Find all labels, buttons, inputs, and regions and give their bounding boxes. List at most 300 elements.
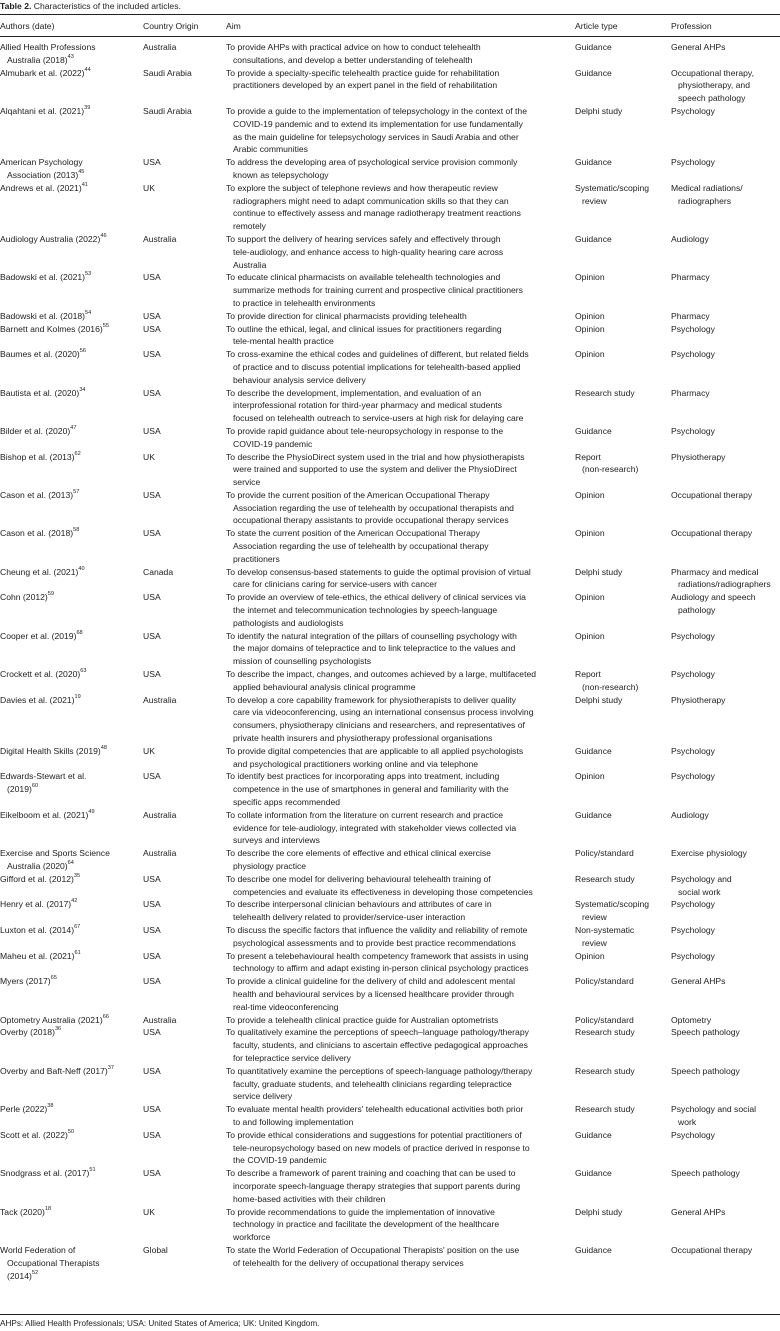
reference-number: 57 [73,488,80,495]
cell-text: radiations/radiographers [678,579,771,590]
cell-text: To describe the development, implementation, and evaluation of an [226,387,482,398]
cell-text: Systematic/scoping [575,899,650,910]
authors-cell-line [0,898,140,911]
cell-text: social work [678,886,721,897]
authors-cell [0,451,140,464]
cell-text: the internet and telecommunication technologies by speech-language [233,605,498,616]
cell-text: service [233,477,261,488]
cell-text: Australia [143,233,177,244]
cell-text: Occupational therapy [671,489,753,500]
cell-text: USA [143,489,161,500]
profession-cell [671,950,780,963]
cell-text: of telehealth for the delivery of occupational therapy services [233,1257,464,1268]
table-row [0,105,780,156]
cell-text: To provide a telehealth clinical practice guide for Australian optometrists [226,1014,499,1025]
cell-text: To provide an overview of tele-ethics, the ethical delivery of clinical services via [226,592,526,603]
article-type-cell [575,1014,669,1027]
country-cell [143,271,223,284]
profession-cell [671,182,780,208]
aim-cell-line [226,719,572,732]
country-cell-line [143,105,223,118]
table-row [0,950,780,976]
profession-cell-line [671,1206,780,1219]
aim-cell-line [226,412,572,425]
authors-cell-line [0,630,140,643]
country-cell [143,41,223,54]
bottom-rule [0,1314,780,1315]
aim-cell-line [226,540,572,553]
article-type-cell [575,1103,669,1116]
aim-cell [226,323,572,349]
authors-cell [0,1129,140,1142]
cell-text: To describe one model for delivering behavioural telehealth training of [226,873,491,884]
reference-number: 40 [78,565,85,572]
cell-text: Systematic/scoping [575,182,650,193]
cell-text: To provide the current position of the American Occupational Therapy [226,489,490,500]
cell-text: Report [575,669,601,680]
article-type-cell [575,898,669,924]
cell-text: To describe the impact, changes, and outcomes achieved by a large, multifaceted [226,669,537,680]
article-type-cell-line [575,387,669,400]
cell-text: remotely [233,221,266,232]
authors-cell-line [0,924,140,937]
aim-cell-line [226,668,572,681]
aim-cell-line [226,1116,572,1129]
country-cell [143,527,223,540]
cell-text: Arabic communities [233,144,308,155]
country-cell [143,1206,223,1219]
reference-number: 46 [100,232,107,239]
cell-text: evidence for tele-audiology, integrated with stakeholder views collected via [233,822,517,833]
cell-text: review [582,195,607,206]
reference-number: 60 [31,783,39,790]
cell-text: health and behavioural services by a licensed healthcare provider through [233,988,514,999]
aim-cell-line [226,642,572,655]
cell-text: USA [143,425,161,436]
cell-text: USA [143,349,161,360]
cell-text: home-based activities with their children [233,1193,386,1204]
aim-cell-line [226,310,572,323]
aim-cell [226,847,572,873]
table-header [0,20,780,33]
cell-text: Non-systematic [575,924,635,935]
cell-text: physiotherapy, and [678,80,750,91]
cell-text: Bautista et al. (2020) [0,387,80,398]
authors-cell [0,1167,140,1180]
article-type-cell-line [575,451,669,464]
cell-text: Psychology and [671,873,732,884]
country-cell-line [143,323,223,336]
country-cell-line [143,591,223,604]
cell-text: Opinion [575,323,605,334]
cell-text: Association regarding the use of telehealth by occupational therapists and [233,502,514,513]
country-cell-line [143,809,223,822]
cell-text: Speech pathology [671,1168,740,1179]
article-type-cell-line [575,425,669,438]
aim-cell-line [226,1026,572,1039]
cell-text: Australia [143,848,177,859]
reference-number: 37 [107,1064,115,1071]
aim-cell-line [226,41,572,54]
cell-text: Australia [233,259,267,270]
aim-cell [226,898,572,924]
profession-cell [671,591,780,617]
cell-text: USA [143,950,161,961]
cell-text: Research study [575,387,635,398]
cell-text: Myers (2017) [0,976,51,987]
country-cell [143,233,223,246]
profession-cell-line [671,847,780,860]
aim-cell-line [226,553,572,566]
reference-number: 53 [85,271,92,278]
country-cell-line [143,1065,223,1078]
cell-text: Delphi study [575,694,623,705]
cell-text: Tack (2020) [0,1206,45,1217]
authors-cell-line [0,310,140,323]
aim-cell-line [226,514,572,527]
cell-text: Physiotherapy [671,694,726,705]
authors-cell [0,387,140,400]
profession-cell-line [671,489,780,502]
country-cell [143,348,223,361]
article-type-cell [575,425,669,438]
aim-cell-line [226,207,572,220]
aim-cell-line [226,873,572,886]
profession-cell [671,387,780,400]
aim-cell [226,182,572,233]
cell-text: incorporate speech-language therapy strategies that support parents during [233,1180,521,1191]
cell-text: To evaluate mental health providers' telehealth educational activities both prior [226,1104,524,1115]
profession-cell-line [671,886,780,899]
aim-cell [226,745,572,771]
table-row [0,1026,780,1064]
cell-text: care via videoconferencing, using an international consensus process involving [233,707,534,718]
cell-text: real-time videoconferencing [233,1001,339,1012]
cell-text: Policy/standard [575,848,634,859]
cell-text: private health insurers and physiotherapy professional organisations [233,733,493,744]
cell-text: To provide AHPs with practical advice on how to conduct telehealth [226,42,481,52]
reference-number: 52 [31,1269,39,1276]
cell-text: General AHPs [671,976,726,987]
profession-cell [671,489,780,502]
cell-text: USA [143,157,161,168]
cell-text: General AHPs [671,42,726,52]
authors-cell [0,898,140,911]
authors-cell [0,182,140,195]
cell-text: To provide direction for clinical pharmacists providing telehealth [226,310,467,321]
cell-text: psychological assessments and to provide best practice recommendations [233,937,516,948]
authors-cell-line [0,527,140,540]
authors-cell-line [0,566,140,579]
aim-cell-line [226,1193,572,1206]
profession-cell [671,770,780,783]
cell-text: USA [143,387,161,398]
country-cell-line [143,310,223,323]
cell-text: American Psychology [0,157,83,168]
country-cell-line [143,67,223,80]
country-cell-line [143,745,223,758]
authors-cell [0,873,140,886]
article-type-cell-line [575,156,669,169]
table-footnote: AHPs: Allied Health Professionals; USA: United States of America; UK: United Kingdom. [0,1319,320,1328]
cell-text: physiology practice [233,861,307,871]
article-type-cell-line [575,41,669,54]
cell-text: Guidance [575,157,612,168]
cell-text: To identify the natural integration of the pillars of counselling psychology with [226,630,517,641]
authors-cell-line [0,451,140,464]
authors-cell-line [0,1257,140,1270]
country-cell [143,898,223,911]
authors-cell-line [0,860,140,873]
country-cell [143,1167,223,1180]
cell-text: To describe interpersonal clinician behaviours and attributes of care in [226,899,492,910]
cell-text: Australia [143,1014,177,1025]
cell-text: Opinion [575,310,605,321]
header-profession: Profession [671,21,712,31]
cell-text: Psychology [671,323,715,334]
cell-text: of practice and to discuss potential implications for telehealth-based applied [233,361,521,372]
profession-cell-line [671,425,780,438]
aim-cell-line [226,1154,572,1167]
profession-cell-line [671,387,780,400]
article-type-cell [575,1167,669,1180]
country-cell [143,1065,223,1078]
cell-text: Snodgrass et al. (2017) [0,1168,90,1179]
aim-cell-line [226,361,572,374]
cell-text: COVID-19 pandemic and to extend its implementation for use fundamentally [233,118,523,129]
authors-cell [0,323,140,336]
profession-cell-line [671,770,780,783]
cell-text: USA [143,592,161,603]
cell-text: pathology [678,605,716,616]
cell-text: radiographers [678,195,732,206]
reference-number: 61 [74,949,81,956]
cell-text: consumers, physiotherapy clinicians and researchers, and representatives of [233,720,525,731]
article-type-cell [575,668,669,694]
country-cell [143,387,223,400]
authors-cell-line [0,348,140,361]
aim-cell-line [226,834,572,847]
cell-text: USA [143,310,161,321]
table-row [0,489,780,527]
aim-cell-line [226,860,572,873]
authors-cell-line [0,156,140,169]
cell-text: Optometry Australia (2021) [0,1014,103,1025]
reference-number: 54 [85,309,92,316]
cell-text: To explore the subject of telephone reviews and how therapeutic review [226,182,498,193]
aim-cell-line [226,732,572,745]
aim-cell [226,668,572,694]
authors-cell-line [0,809,140,822]
authors-cell-line [0,182,140,195]
cell-text: World Federation of [0,1244,76,1255]
profession-cell-line [671,1244,780,1257]
cell-text: Guidance [575,42,612,52]
profession-cell-line [671,950,780,963]
country-cell-line [143,1129,223,1142]
cell-text: To discuss the specific factors that influence the validity and reliability of remote [226,924,528,935]
authors-cell [0,1244,140,1282]
country-cell [143,323,223,336]
country-cell-line [143,873,223,886]
country-cell [143,950,223,963]
aim-cell-line [226,822,572,835]
reference-number: 63 [80,668,87,675]
cell-text: Scott et al. (2022) [0,1129,68,1140]
cell-text: To provide a clinical guideline for the delivery of child and adolescent mental [226,976,516,987]
aim-cell-line [226,156,572,169]
cell-text: Opinion [575,528,605,539]
profession-cell-line [671,271,780,284]
article-type-cell-line [575,745,669,758]
aim-cell-line [226,463,572,476]
reference-number: 62 [74,450,81,457]
aim-cell [226,1244,572,1270]
cell-text: USA [143,669,161,680]
article-type-cell-line [575,67,669,80]
aim-cell-line [226,335,572,348]
article-type-cell-line [575,924,669,937]
cell-text: To present a telebehavioural health competency framework that assists in using [226,950,529,961]
table-row [0,1103,780,1129]
cell-text: practitioners developed by an expert panel in the field of rehabilitation [233,80,498,91]
country-cell [143,566,223,579]
authors-cell-line [0,169,140,182]
reference-number: 18 [44,1205,52,1212]
cell-text: for telepractice service delivery [233,1052,351,1063]
aim-cell-line [226,323,572,336]
authors-cell [0,1065,140,1078]
authors-cell-line [0,1244,140,1257]
profession-cell [671,924,780,937]
profession-cell-line [671,924,780,937]
aim-cell-line [226,105,572,118]
article-type-cell [575,156,669,169]
country-cell-line [143,1244,223,1257]
country-cell-line [143,489,223,502]
cell-text: Speech pathology [671,1027,740,1038]
authors-cell [0,67,140,80]
aim-cell-line [226,758,572,771]
authors-cell-line [0,41,140,54]
cell-text: Delphi study [575,105,623,116]
reference-number: 64 [67,860,74,866]
profession-cell [671,348,780,361]
profession-cell [671,67,780,105]
cell-text: Psychology [671,1129,715,1140]
profession-cell-line [671,668,780,681]
country-cell [143,105,223,118]
article-type-cell-line [575,566,669,579]
country-cell-line [143,1026,223,1039]
country-cell [143,156,223,169]
cell-text: To quantitatively examine the perceptions of speech-language pathology/therapy [226,1065,533,1076]
country-cell-line [143,694,223,707]
cell-text: Audiology and speech [671,592,756,603]
authors-cell [0,233,140,246]
profession-cell-line [671,310,780,323]
cell-text: Guidance [575,1129,612,1140]
aim-cell-line [226,1180,572,1193]
country-cell [143,67,223,80]
reference-number: 41 [81,181,88,188]
profession-cell [671,233,780,246]
aim-cell-line [226,348,572,361]
aim-cell-line [226,489,572,502]
profession-cell [671,527,780,540]
article-type-cell-line [575,105,669,118]
cell-text: USA [143,976,161,987]
reference-number: 65 [50,975,57,982]
country-cell [143,591,223,604]
country-cell-line [143,950,223,963]
reference-number: 39 [84,104,91,111]
profession-cell [671,566,780,592]
aim-cell-line [226,233,572,246]
reference-number: 59 [47,591,55,598]
table-row [0,182,780,233]
article-type-cell [575,271,669,284]
country-cell-line [143,566,223,579]
authors-cell-line [0,1129,140,1142]
cell-text: Australia [143,42,177,52]
aim-cell-line [226,745,572,758]
aim-cell-line [226,566,572,579]
country-cell-line [143,1167,223,1180]
cell-text: continue to effectively assess and manage radiotherapy treatment reactions [233,208,521,219]
aim-cell-line [226,451,572,464]
reference-number: 58 [73,527,80,534]
cell-text: Pharmacy [671,272,710,283]
article-type-cell-line [575,694,669,707]
country-cell-line [143,847,223,860]
cell-text: Policy/standard [575,976,634,987]
aim-cell-line [226,591,572,604]
profession-cell-line [671,182,780,195]
aim-cell-line [226,79,572,92]
article-type-cell [575,745,669,758]
article-type-cell [575,41,669,54]
reference-number: 55 [102,322,109,329]
cell-text: Guidance [575,425,612,436]
cell-text: Research study [575,1027,635,1038]
table-row [0,873,780,899]
cell-text: General AHPs [671,1206,726,1217]
aim-cell-line [226,617,572,630]
cell-text: USA [143,630,161,641]
authors-cell [0,745,140,758]
country-cell [143,745,223,758]
cell-text: UK [143,745,155,756]
cell-text: USA [143,272,161,283]
cell-text: Psychology [671,105,715,116]
cell-text: (2014) [7,1270,32,1281]
authors-cell [0,425,140,438]
profession-cell [671,271,780,284]
cell-text: Psychology [671,950,715,961]
article-type-cell-line [575,463,669,476]
authors-cell [0,1026,140,1039]
cell-text: To describe the PhysioDirect system used in the trial and how physiotherapists [226,451,525,462]
aim-cell-line [226,655,572,668]
cell-text: competencies and evaluate its effectiveness in developing those competencies [233,886,533,897]
aim-cell-line [226,1167,572,1180]
cell-text: review [582,912,607,923]
cell-text: Henry et al. (2017) [0,899,72,910]
cell-text: Luxton et al. (2014) [0,924,75,935]
aim-cell-line [226,182,572,195]
cell-text: Association (2013) [7,169,79,180]
